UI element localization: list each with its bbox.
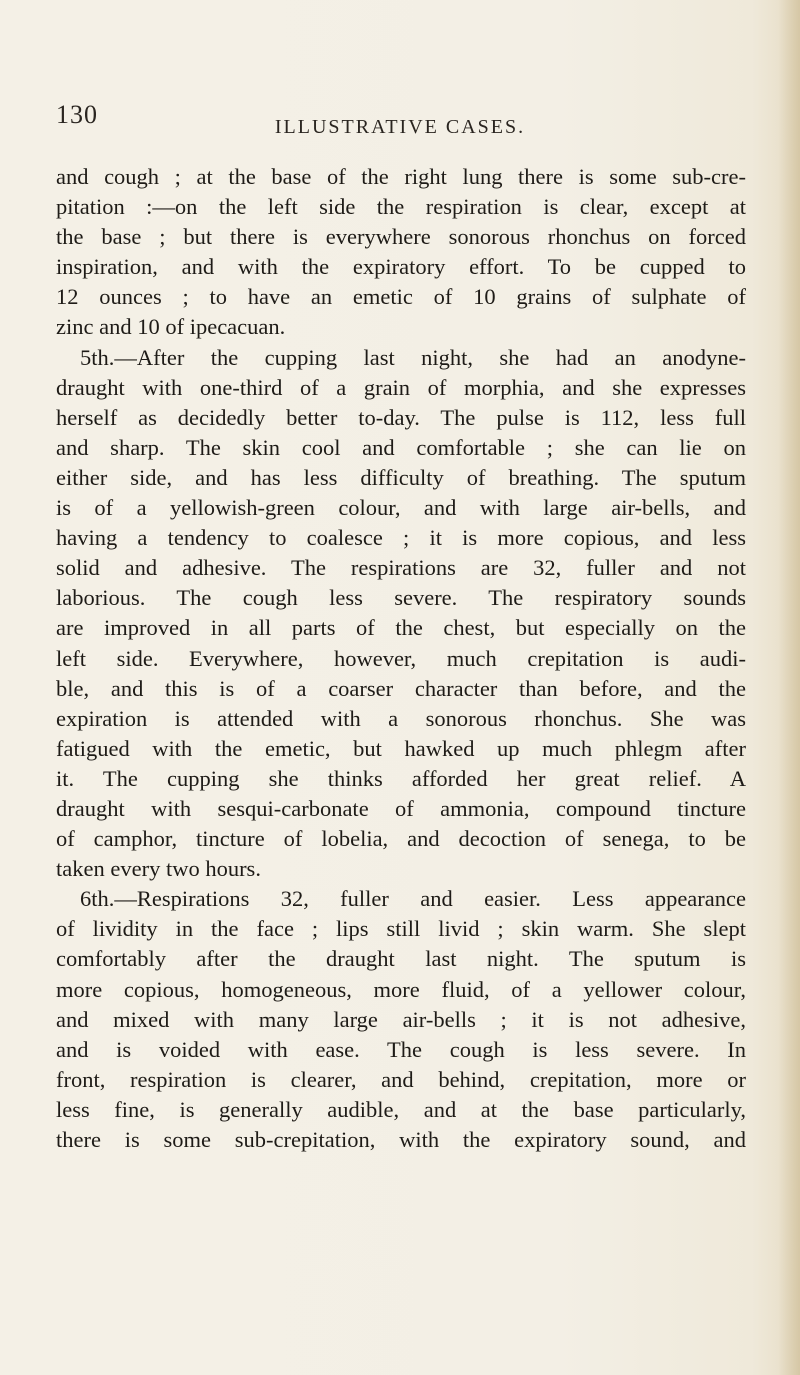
text-line: is of a yellowish-green colour, and with large air-bells, and <box>56 495 746 521</box>
page-number: 130 <box>56 100 98 129</box>
text-line: of camphor, tincture of lobelia, and decoction of senega, to be <box>56 826 746 852</box>
text-line: draught with one-third of a grain of morphia, and she expresses <box>56 374 746 400</box>
text-line: of lividity in the face ; lips still livid ; skin warm. She slept <box>56 916 746 942</box>
text-line: 12 ounces ; to have an emetic of 10 grains of sulphate of <box>56 284 746 310</box>
text-line: 5th.—After the cupping last night, she had an anodyne- <box>80 344 746 370</box>
text-line: pitation :—on the left side the respiration is clear, except at <box>56 194 746 220</box>
body-text <box>56 162 746 1155</box>
text-line: ble, and this is of a coarser character than before, and the <box>56 675 746 701</box>
text-line: having a tendency to coalesce ; it is more copious, and less <box>56 525 746 551</box>
text-line: left side. Everywhere, however, much crepitation is audi- <box>56 645 746 671</box>
text-line: either side, and has less difficulty of breathing. The sputum <box>56 464 746 490</box>
text-line: front, respiration is clearer, and behind, crepitation, more or <box>56 1066 746 1092</box>
text-line: it. The cupping she thinks afforded her great relief. A <box>56 765 746 791</box>
text-line: fatigued with the emetic, but hawked up much phlegm after <box>56 735 746 761</box>
text-line: taken every two hours. <box>56 856 261 882</box>
text-line: there is some sub-crepitation, with the expiratory sound, and <box>56 1127 746 1152</box>
text-line: expiration is attended with a sonorous rhonchus. She was <box>56 705 746 731</box>
text-line: laborious. The cough less severe. The respiratory sounds <box>56 585 746 611</box>
text-line: the base ; but there is everywhere sonorous rhonchus on forced <box>56 224 746 250</box>
text-line: are improved in all parts of the chest, but especially on the <box>56 615 746 641</box>
text-line: more copious, homogeneous, more fluid, of a yellower colour, <box>56 976 746 1002</box>
text-line: zinc and 10 of ipecacuan. <box>56 314 286 340</box>
text-line: and mixed with many large air-bells ; it is not adhesive, <box>56 1006 746 1032</box>
text-line: herself as decidedly better to-day. The pulse is 112, less full <box>56 404 746 430</box>
text-line: and cough ; at the base of the right lung there is some sub-cre- <box>56 164 746 189</box>
text-line: less fine, is generally audible, and at the base particularly, <box>56 1096 746 1122</box>
text-line: comfortably after the draught last night. The sputum is <box>56 946 746 972</box>
text-line: draught with sesqui-carbonate of ammonia, compound tincture <box>56 795 746 821</box>
text-line: and sharp. The skin cool and comfortable ; she can lie on <box>56 434 746 460</box>
page-edge-shadow <box>778 0 800 1375</box>
text-line: and is voided with ease. The cough is less severe. In <box>56 1036 746 1062</box>
running-title: ILLUSTRATIVE CASES. <box>274 116 526 138</box>
text-line: inspiration, and with the expiratory effort. To be cupped to <box>56 254 746 280</box>
text-line: 6th.—Respirations 32, fuller and easier. Less appearance <box>80 886 746 912</box>
text-line: solid and adhesive. The respirations are 32, fuller and not <box>56 555 746 581</box>
